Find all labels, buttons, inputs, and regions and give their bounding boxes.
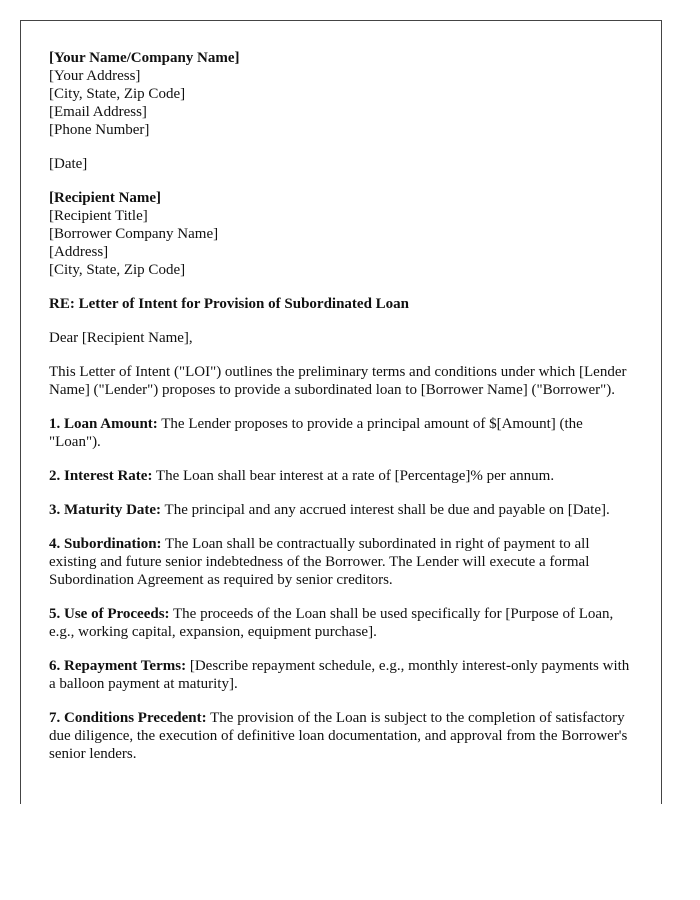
section-subordination bbox=[49, 535, 632, 589]
section-heading: 2. Interest Rate: bbox=[49, 468, 153, 484]
sender-phone: [Phone Number] bbox=[49, 122, 150, 138]
sender-name: [Your Name/Company Name] bbox=[49, 50, 240, 66]
letter-page bbox=[20, 20, 662, 804]
section-heading: 1. Loan Amount: bbox=[49, 416, 158, 432]
sender-city: [City, State, Zip Code] bbox=[49, 86, 186, 102]
section-repayment-terms bbox=[49, 657, 632, 693]
intro-paragraph: This Letter of Intent ("LOI") outlines the preliminary terms and conditions under which [Lender Name] ("Lender") proposes to provide a subordinated loan to [Borrower Name] ("Borrower"). bbox=[49, 364, 627, 398]
section-heading: 6. Repayment Terms: bbox=[49, 658, 187, 674]
recipient-name: [Recipient Name] bbox=[49, 190, 162, 206]
section-text: The Loan shall bear interest at a rate of [Percentage]% per annum. bbox=[152, 468, 555, 484]
section-text: The principal and any accrued interest shall be due and payable on [Date]. bbox=[161, 502, 610, 518]
section-maturity-date bbox=[49, 501, 632, 519]
section-use-of-proceeds bbox=[49, 605, 632, 641]
section-heading: 5. Use of Proceeds: bbox=[49, 606, 170, 622]
section-heading: 7. Conditions Precedent: bbox=[49, 710, 207, 726]
recipient-company: [Borrower Company Name] bbox=[49, 226, 219, 242]
recipient-title: [Recipient Title] bbox=[49, 208, 148, 224]
letter-date: [Date] bbox=[49, 156, 88, 172]
section-text: The provision of the Loan is subject to the completion of satisfactory due diligence, the execution of definitive loan documentation, and approval from the Borrower's senior lenders. bbox=[49, 710, 628, 762]
section-interest-rate bbox=[49, 467, 632, 485]
salutation: Dear [Recipient Name], bbox=[49, 330, 193, 346]
recipient-address: [Address] bbox=[49, 244, 109, 260]
section-text: [Describe repayment schedule, e.g., monthly interest-only payments with a balloon payment at maturity]. bbox=[49, 658, 630, 692]
section-text: The Loan shall be contractually subordinated in right of payment to all existing and future senior indebtedness of the Borrower. The Lender will execute a formal Subordination Agreement as required by senior creditors. bbox=[49, 536, 590, 588]
section-conditions-precedent bbox=[49, 709, 632, 763]
section-heading: 4. Subordination: bbox=[49, 536, 162, 552]
sender-address: [Your Address] bbox=[49, 68, 141, 84]
section-text: The proceeds of the Loan shall be used specifically for [Purpose of Loan, e.g., working capital, expansion, equipment purchase]. bbox=[49, 606, 614, 640]
sender-block bbox=[49, 49, 632, 139]
section-text: The Lender proposes to provide a principal amount of $[Amount] (the "Loan"). bbox=[49, 416, 583, 450]
recipient-city: [City, State, Zip Code] bbox=[49, 262, 186, 278]
section-loan-amount bbox=[49, 415, 632, 451]
subject-line: RE: Letter of Intent for Provision of Subordinated Loan bbox=[49, 296, 410, 312]
sender-email: [Email Address] bbox=[49, 104, 147, 120]
recipient-block bbox=[49, 189, 632, 279]
section-heading: 3. Maturity Date: bbox=[49, 502, 162, 518]
